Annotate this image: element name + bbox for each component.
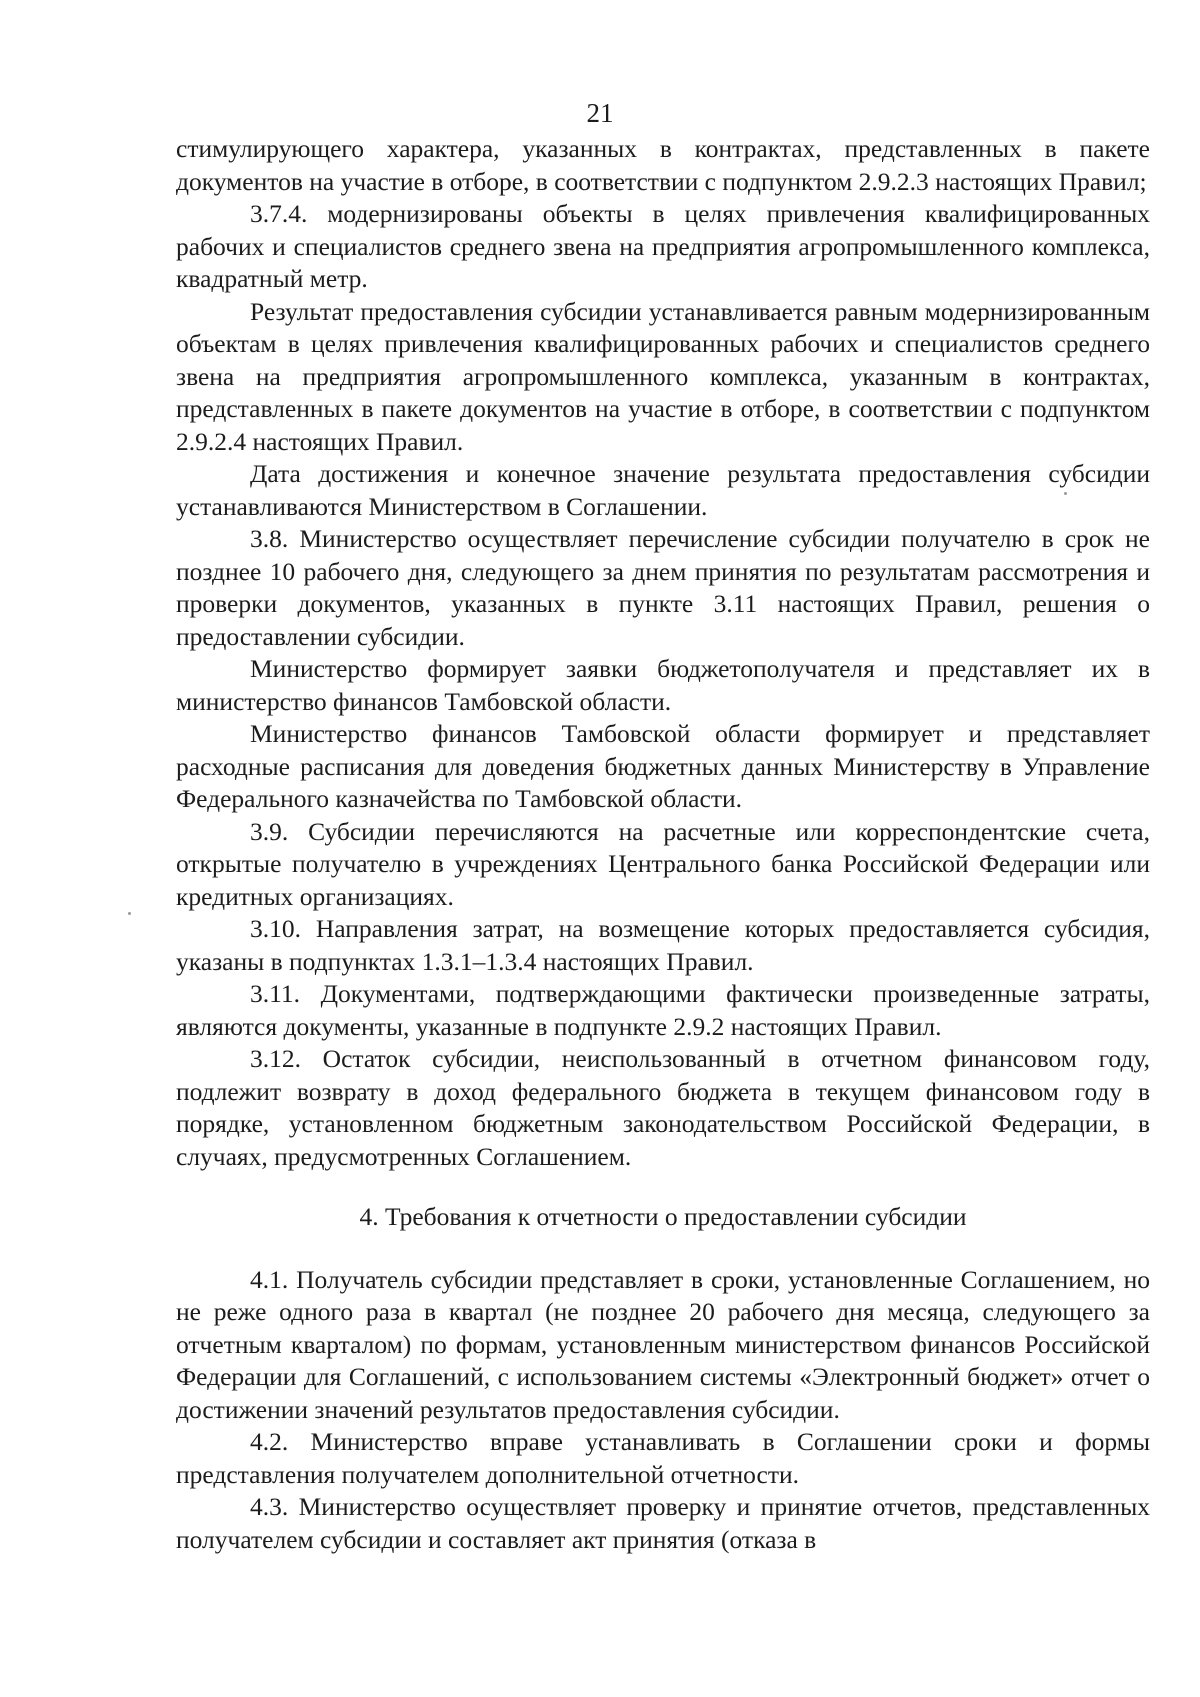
page-number: 21	[586, 98, 614, 128]
paragraph-3-8: 3.8. Министерство осуществляет перечисление субсидии получателю в срок не позднее 10 рабочего дня, следующего за днем принятия по результатам рассмотрения и проверки документов, указанных в пункте 3.11 настоящих Правил, решения о предоставлении субсидии.	[176, 524, 1150, 651]
scan-speck	[128, 912, 131, 915]
scan-speck	[1064, 492, 1067, 495]
paragraph-result-date: Дата достижения и конечное значение результата предоставления субсидии устанавливаются Министерством в Соглашении.	[176, 459, 1150, 521]
paragraph-3-7-4: 3.7.4. модернизированы объекты в целях привлечения квалифицированных рабочих и специалистов среднего звена на предприятия агропромышленного комплекса, квадратный метр.	[176, 199, 1150, 293]
section-heading: 4. Требования к отчетности о предоставлении субсидии	[359, 1202, 967, 1231]
paragraph-4-2: 4.2. Министерство вправе устанавливать в Соглашении сроки и формы представления получателем дополнительной отчетности.	[176, 1427, 1150, 1489]
paragraph-finance-ministry: Министерство финансов Тамбовской области формирует и представляет расходные расписания для доведения бюджетных данных Министерству в Управление Федерального казначейства по Тамбовской области.	[176, 719, 1150, 813]
paragraph-3-10: 3.10. Направления затрат, на возмещение которых предоставляется субсидия, указаны в подпунктах 1.3.1–1.3.4 настоящих Правил.	[176, 914, 1150, 976]
paragraph-4-3: 4.3. Министерство осуществляет проверку и принятие отчетов, представленных получателем субсидии и составляет акт принятия (отказа в	[176, 1492, 1150, 1554]
paragraph-result-objects: Результат предоставления субсидии устанавливается равным модернизированным объектам в целях привлечения квалифицированных рабочих и специалистов среднего звена на предприятия агропромышленного комплекса, указанным в контрактах, представленных в пакете документов на участие в отборе, в соответствии с подпунктом 2.9.2.4 настоящих Правил.	[176, 296, 1150, 456]
paragraph-3-11: 3.11. Документами, подтверждающими фактически произведенные затраты, являются документы, указанные в подпункте 2.9.2 настоящих Правил.	[176, 979, 1150, 1041]
paragraph-budget-requests: Министерство формирует заявки бюджетополучателя и представляет их в министерство финансов Тамбовской области.	[176, 654, 1150, 716]
paragraph-4-1: 4.1. Получатель субсидии представляет в сроки, установленные Соглашением, но не реже одного раза в квартал (не позднее 20 рабочего дня месяца, следующего за отчетным кварталом) по формам, установленным министерством финансов Российской Федерации для Соглашений, с использованием системы «Электронный бюджет» отчет о достижении значений результатов предоставления субсидии.	[176, 1264, 1150, 1424]
paragraph-3-9: 3.9. Субсидии перечисляются на расчетные или корреспондентские счета, открытые получателю в учреждениях Центрального банка Российской Федерации или кредитных организациях.	[176, 816, 1150, 911]
page-body	[176, 133, 1150, 1556]
paragraph-3-12: 3.12. Остаток субсидии, неиспользованный в отчетном финансовом году, подлежит возврату в доход федерального бюджета в текущем финансовом году в порядке, установленном бюджетным законодательством Российской Федерации, в случаях, предусмотренных Соглашением.	[176, 1044, 1150, 1171]
paragraph-continuation: стимулирующего характера, указанных в контрактах, представленных в пакете документов на участие в отборе, в соответствии с подпунктом 2.9.2.3 настоящих Правил;	[176, 134, 1150, 196]
